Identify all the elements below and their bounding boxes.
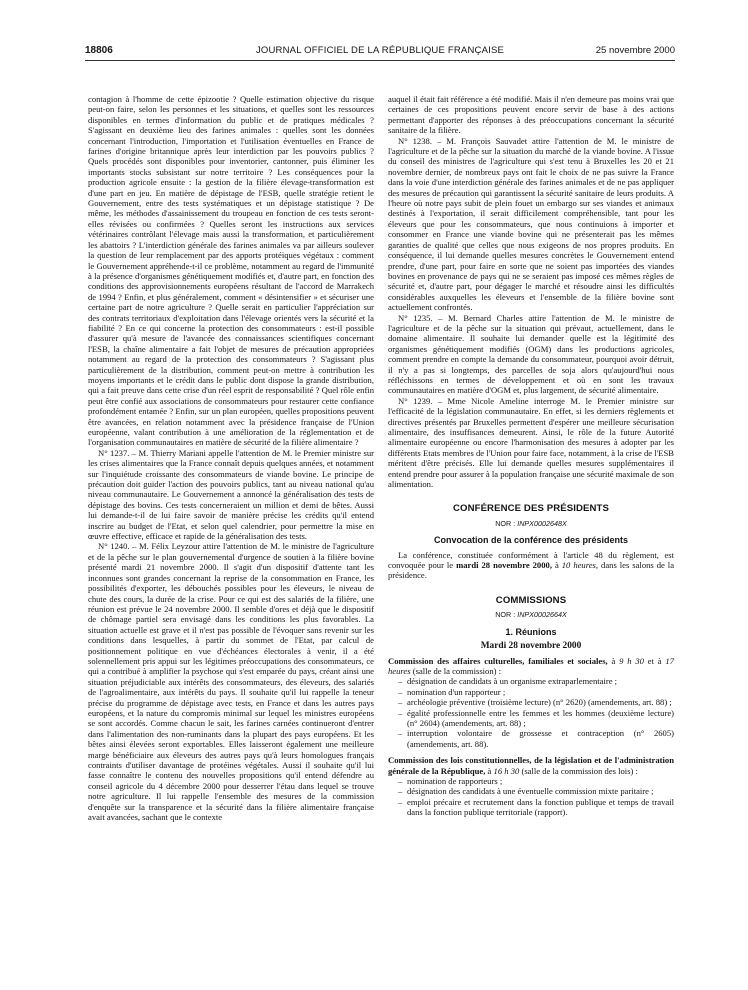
- conference-nor: [388, 519, 674, 529]
- conference-text: [388, 550, 674, 581]
- agenda-item: – nomination de rapporteurs ;: [398, 776, 674, 786]
- commission-lois-time: 16 h 30: [493, 765, 520, 776]
- agenda-item: – désignation des candidats à une éventuelle commission mixte paritaire ;: [398, 786, 674, 796]
- commission-culture-text-1: à: [607, 655, 620, 666]
- question-1240-continuation: auquel il était fait référence a été modifié. Mais il n'en demeure pas moins vrai que certaines de ces propositions peuvent encore servir de base à des actions permettant d'apporter des réponses à des préoccupations concernant la sécurité sanitaire de la filière.: [388, 94, 674, 136]
- commission-culture-name: Commission des affaires culturelles, familiales et sociales,: [388, 655, 608, 666]
- commission-culture-text-3: (salle de la commission) :: [410, 665, 502, 676]
- commission-culture-agenda: [388, 676, 674, 749]
- conference-time: 10 heures,: [561, 560, 599, 571]
- nor-code: INPX0002664X: [517, 610, 567, 620]
- agenda-item: – archéologie préventive (troisième lecture) (n° 2620) (amendements, art. 88) ;: [398, 697, 674, 707]
- commission-culture-time-1: 9 h 30: [619, 655, 644, 666]
- question-continuation: contagion à l'homme de cette épizootie ? Quelle estimation objective du risque peut-on faire, selon les personnes et les situations, et quelles sont les ressources disponibles en termes d'information du public et de pratiques médicales ? S'agissant en deuxième lieu des farines animales : quelles sont les données concernant l'introduction, l'importation et l'utilisation éventuelles en France de farines d'origine britannique après leur interdiction par les pouvoirs publics ? Quels procédés sont disponibles pour inventorier, cantonner, puis éliminer les importants stocks subsistant sur notre territoire ? Les conséquences pour la production agricole ensuite : la gestion de la filière élevage-transformation est d'une part en jeu. En matière de dépistage de l'ESB, quelle stratégie retient le Gouvernement, entre des tests systématiques et un dépistage statistique ? De même, les méthodes d'assainissement du troupeau en fonction de ces tests seront-elles révisées ou confirmées ? Quelles seront les instructions aux services vétérinaires contrôlant l'élevage mais aussi la transformation, et particulièrement les abattoirs ? L'interdiction générale des farines animales va par ailleurs soulever la question de leur remplacement par des apports protéiques végétaux : comment le Gouvernement appréhende-t-il ce problème, notamment au regard de l'immunité à la présence d'organismes génétiquement modifiés et, d'autre part, en fonction des conditions des approvisionnements européens résultant de l'accord de Marrakech de 1994 ? Enfin, et plus généralement, comment « désintensifier » et sécuriser une certaine part de notre agriculture ? Quelle serait en particulier l'appréciation sur des contrats territoriaux d'exploitation dans l'élevage orientés vers la sécurité et la fiabilité ? En ce qui concerne la protection des consommateurs : est-il possible d'assurer qu'à mesure de l'avancée des connaissances scientifiques concernant l'ESB, la chaîne alimentaire a fait l'objet de mesures de précaution appropriées notamment au regard de la protection des consommateurs ? S'agissant plus particulièrement de la distribution, comment peut-on mettre à contribution les moyens importants et le crédit dans le public dont dispose la grande distribution, qui a fait preuve dans cette crise d'un réel esprit de responsabilité ? Quel rôle enfin peut être confié aux associations de consommateurs pour restaurer cette confiance profondément entamée ? Enfin, sur un plan européen, quelles propositions peuvent être avancées, en relation notamment avec la présidence française de l'Union européenne, valant contribution à une amélioration de la réglementation et de l'organisation communautaires en matière de sécurité de la filière alimentaire ?: [88, 94, 374, 448]
- agenda-item: – emploi précaire et recrutement dans la fonction publique et temps de travail dans la fonction publique territoriale (rapport).: [398, 797, 674, 818]
- commission-lois-agenda: [388, 776, 674, 818]
- page-header: [85, 43, 675, 59]
- question-1237: N° 1237. – M. Thierry Mariani appelle l'attention de M. le Premier ministre sur les crises alimentaires que la France connaît depuis quelques années, et notamment sur l'inquiétude croissante des consommateurs de viande bovine. Le principe de précaution doit guider l'action des pouvoirs publics, tant au niveau national qu'au niveau communautaire. Le Gouvernement a annoncé la généralisation des tests de dépistage des bovins. Ces tests concerneraient un million et demi de bêtes. Aussi lui demande-t-il de lui faire savoir de manière précise les crédits qu'il entend inscrire au budget de l'Etat, et selon quel calendrier, pour permettre la mise en œuvre effective, efficace et rapide de la généralisation des tests.: [88, 447, 374, 542]
- right-column: [388, 94, 674, 818]
- conference-text-1: La conférence, constituée conformément à l'article 48 du règlement, est convoquée pour le: [388, 549, 674, 571]
- commissions-nor: [388, 610, 674, 620]
- conference-subtitle: Convocation de la conférence des présidents: [433, 535, 629, 546]
- conference-date: mardi 28 novembre 2000,: [456, 560, 552, 571]
- commission-lois-text-2: (salle de la commission des lois) :: [519, 765, 638, 776]
- agenda-item: – égalité professionnelle entre les femmes et les hommes (deuxième lecture) (n° 2604) (amendements, art. 88) ;: [398, 708, 674, 729]
- commission-culture-time-2: 17 heures: [388, 655, 674, 676]
- commissions-title: COMMISSIONS: [495, 594, 567, 606]
- commission-culture-text-2: et à: [643, 655, 666, 666]
- question-1238: N° 1238. – M. François Sauvadet attire l'attention de M. le ministre de l'agriculture et de la pêche sur la situation du marché de la viande bovine. A l'issue du conseil des ministres de l'agriculture qui s'est tenu à Bruxelles les 20 et 21 novembre dernier, de nombreux pays ont fait le choix de ne pas suivre la France dans la voie d'une interdiction générale des farines animales et de ne pas appliquer des mesures de précaution qui garantissent la sécurité sanitaire de leurs produits. A l'heure où notre pays subit de plein fouet un embargo sur ses viandes et animaux destinés à l'exportation, il serait difficilement compréhensible, tant pour les éleveurs que pour les consommateurs, que nous continuions à importer et consommer en France une viande bovine qui ne présenterait pas les mêmes garanties de qualité que celles que nous exigeons de nos propres produits. En conséquence, il lui demande quelles mesures concrètes le Gouvernement entend prendre, d'une part, pour faire en sorte que ne soient pas importées des viandes bovines en provenance de pays qui ne se seraient pas imposé ces mêmes règles de sécurité et, d'autre part, pour dégager le marché et résoudre ainsi les difficultés considérables auxquelles les éleveurs et l'ensemble de la filière bovine sont actuellement confrontés.: [388, 135, 674, 313]
- page-number: 18806: [85, 45, 113, 56]
- commission-culture-heading: [388, 656, 674, 677]
- commission-lois-heading: [388, 755, 674, 776]
- question-1235: N° 1235. – M. Bernard Charles attire l'attention de M. le ministre de l'agriculture et de la pêche sur la situation qui prévaut, actuellement, dans le domaine alimentaire. Il souhaite lui demander quelle est la légitimité des organismes génétiquement modifiés (OGM) dans les productions agricoles, comment prendre en compte la demande du consommateur, pourquoi avoir détruit, il n'y a pas si longtemps, des parcelles de soja alors qu'aujourd'hui nous réfléchissons en termes de développement et où en sont les travaux communautaires en matière d'OGM et, plus largement, de sécurité alimentaire.: [388, 312, 674, 396]
- meeting-date: Mardi 28 novembre 2000: [480, 641, 582, 652]
- left-column: [88, 94, 374, 822]
- agenda-item: – interruption volontaire de grossesse et contraception (n° 2605) (amendements, art. 88).: [398, 728, 674, 749]
- nor-code: INPX0002648X: [517, 518, 567, 528]
- journal-title: JOURNAL OFFICIEL DE LA RÉPUBLIQUE FRANÇAISE: [255, 45, 505, 56]
- conference-text-2: à: [551, 560, 562, 571]
- commission-lois-name: Commission des lois constitutionnelles, de la législation et de l'administration générale de la République,: [388, 755, 674, 776]
- conference-title: CONFÉRENCE DES PRÉSIDENTS: [452, 503, 610, 515]
- conference-text-3: dans les salons de la présidence.: [388, 560, 675, 581]
- nor-label: NOR :: [495, 518, 516, 528]
- agenda-item: – nomination d'un rapporteur ;: [398, 687, 674, 697]
- reunions-subtitle: 1. Réunions: [505, 626, 557, 637]
- nor-label: NOR :: [495, 610, 516, 620]
- question-1239: N° 1239. – Mme Nicole Ameline interroge M. le Premier ministre sur l'efficacité de la législation communautaire. En effet, si les derniers règlements et directives présentés par Bruxelles permettent d'espérer une meilleure sécurisation alimentaire, des insuffisances demeurent. Ainsi, le rôle de la future Autorité alimentaire européenne ou encore l'harmonisation des mesures à adopter par les différents Etats membres de l'Union pour faire face, notamment, à la crise de l'ESB méritent d'être précisés. Elle lui demande quelles mesures supplémentaires il entend prendre pour assurer à la population française une sécurité maximale de son alimentation.: [388, 395, 674, 490]
- issue-date: 25 novembre 2000: [595, 45, 675, 56]
- agenda-item: – désignation de candidats à un organisme extraparlementaire ;: [398, 676, 674, 686]
- header-rule: [85, 60, 675, 61]
- commission-lois-text-1: à: [485, 765, 494, 776]
- question-1240: N° 1240. – M. Félix Leyzour attire l'attention de M. le ministre de l'agriculture et de la pêche sur le plan gouvernemental d'urgence de soutien à la filière bovine présenté mardi 21 novembre 2000. Il s'agit d'un dispositif d'attente tant les inconnues sont grandes concernant la reprise de la consommation en France, les possibilités d'exporter, les débouchés possibles pour les éleveurs, le niveau de chute des cours, la durée de la crise. Pour ce qui est des salariés de la filière, une réunion est prévue le 24 novembre 2000. Il semble d'ores et déjà que le dispositif de chômage partiel sera envisagé dans les conditions les plus favorables. La situation actuelle est grave et il n'est pas possible de l'évoquer sans revenir sur les conditions dans lesquelles, à partir du sommet de l'Etat, par calcul de positionnement politique en vue d'échéances électorales à venir, il a été solennellement pris appui sur les légitimes préoccupations des consommateurs, ce qui a contribué à amplifier la psychose qui s'est emparée du pays, créant ainsi une situation préjudiciable aux intérêts des consommateurs, des éleveurs, des salariés de l'agroalimentaire, aux intérêts du pays. Il souhaite qu'il lui rappelle la teneur précise du programme de dépistage avec tests, en France et dans les autres pays européens, et la nature du compromis minimal sur lequel les ministres européens se sont accordés. Comme chacun le sait, les farines carnées continueront d'entrer dans l'alimentation des non-ruminants dans la plupart des pays européens. Et les bêtes ainsi élevées seront exportables. Elles laisseront également une meilleure marge bénéficiaire aux éleveurs des autres pays qu'à leurs homologues français contraints d'utiliser davantage de protéines végétales. Aussi il souhaite qu'il lui fasse connaître le contenu des nouvelles propositions qu'il entend défendre au conseil agricole du 4 décembre 2000 pour desserrer l'étau dans lequel se trouve notre agriculture. Il lui rappelle l'ensemble des mesures de la commission d'enquête sur la transparence et la sécurité dans la filière alimentaire française avait avancées, sachant que le contexte: [88, 541, 374, 823]
